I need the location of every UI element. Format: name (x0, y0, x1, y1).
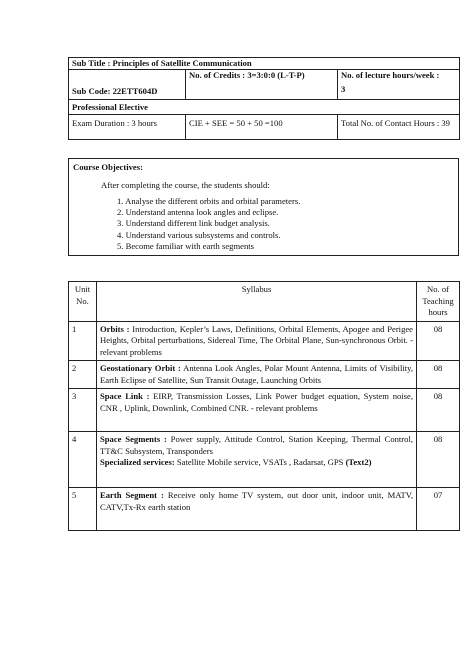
objectives-title: Course Objectives: (73, 162, 143, 172)
exam-duration: Exam Duration : 3 hours (72, 118, 157, 128)
unit-content (97, 488, 417, 531)
unit-text: Power supply, Attitude Control, Station Keeping, Thermal Control, TT&C Subsystem, Transponders (100, 434, 413, 456)
unit-hours: 08 (417, 432, 460, 488)
sub-title-cell (69, 58, 460, 70)
unit-hours: 07 (417, 488, 460, 531)
sub-code-cell (69, 70, 186, 100)
exam-duration-cell (69, 115, 186, 140)
cie-see: CIE + SEE = 50 + 50 =100 (189, 118, 283, 128)
lecture-hours-cell (338, 70, 460, 100)
unit-hours: 08 (417, 361, 460, 389)
course-objectives-box (68, 158, 459, 256)
unit-number: 1 (69, 321, 97, 361)
table-row (69, 488, 460, 531)
unit-number: 5 (69, 488, 97, 531)
unit-text: Receive only home TV system, out door unit, indoor unit, MATV, CATV,Tx-Rx earth station (100, 490, 413, 512)
credits: No. of Credits : 3=3:0:0 (L-T-P) (189, 70, 305, 80)
unit-hours: 08 (417, 389, 460, 432)
elective-label: Professional Elective (72, 101, 148, 112)
text-reference: (Text2) (345, 457, 372, 467)
objective-item: 4. Understand various subsystems and controls. (117, 229, 281, 240)
cie-see-cell (186, 115, 338, 140)
unit-number: 3 (69, 389, 97, 432)
unit-number: 4 (69, 432, 97, 488)
objectives-list (117, 196, 300, 252)
lecture-hours-value: 3 (341, 83, 346, 94)
unit-number: 2 (69, 361, 97, 389)
unit-content (97, 432, 417, 488)
course-header-table (68, 57, 460, 140)
table-row (69, 321, 460, 361)
syllabus-table (68, 281, 460, 531)
objective-item: 1. Analyse the different orbits and orbital parameters. (117, 196, 301, 206)
elective-cell (69, 100, 460, 115)
unit-title: Earth Segment : (100, 490, 164, 500)
unit-title: Space Link : (100, 391, 150, 401)
objective-item: 2. Understand antenna look angles and eclipse. (117, 207, 279, 218)
table-row (69, 432, 460, 488)
objective-item: 3. Understand different link budget analysis. (117, 218, 270, 229)
syllabus-header-row (69, 282, 460, 322)
lecture-hours-label: No. of lecture hours/week : (341, 70, 440, 80)
unit-title: Orbits : (100, 323, 130, 334)
credits-cell (186, 70, 338, 100)
unit-text: Introduction, Kepler’s Laws, Definitions, Orbital Elements, Apogee and Perigee Heights, Orbital perturbations, Sidereal Time, The Orbital Plane, Sun-synchronous Orbit. - relevant problems (100, 323, 414, 357)
objectives-intro: After completing the course, the students should: (101, 180, 270, 190)
unit-content (97, 321, 417, 361)
sub-title: Sub Title : Principles of Satellite Communication (72, 58, 252, 68)
unit-content (97, 389, 417, 432)
contact-hours-cell (338, 115, 460, 140)
syllabus-header: Syllabus (97, 282, 417, 322)
sub-code: Sub Code: 22ETT604D (72, 85, 158, 96)
unit-content (97, 361, 417, 389)
unit-text: EIRP, Transmission Losses, Link Power budget equation, System noise, CNR , Uplink, Downlink, Combined CNR. - relevant problems (100, 391, 413, 413)
unit-hours: 08 (417, 321, 460, 361)
hours-header: No. of Teaching hours (417, 282, 460, 322)
unit-subtitle: Specialized services: (100, 457, 175, 467)
unit-subtext: Satellite Mobile service, VSATs , Radarsat, GPS (174, 457, 346, 467)
unit-title: Space Segments : (100, 434, 167, 444)
unit-header: Unit No. (69, 282, 97, 322)
unit-title: Geostationary Orbit : (100, 363, 181, 373)
table-row (69, 389, 460, 432)
table-row (69, 361, 460, 389)
unit-text: Antenna Look Angles, Polar Mount Antenna, Limits of Visibility, Earth Eclipse of Satellite, Sun Transit Outage, Launching Orbits (100, 363, 413, 385)
objective-item: 5. Become familiar with earth segments (117, 240, 254, 251)
contact-hours: Total No. of Contact Hours : 39 (341, 118, 450, 128)
